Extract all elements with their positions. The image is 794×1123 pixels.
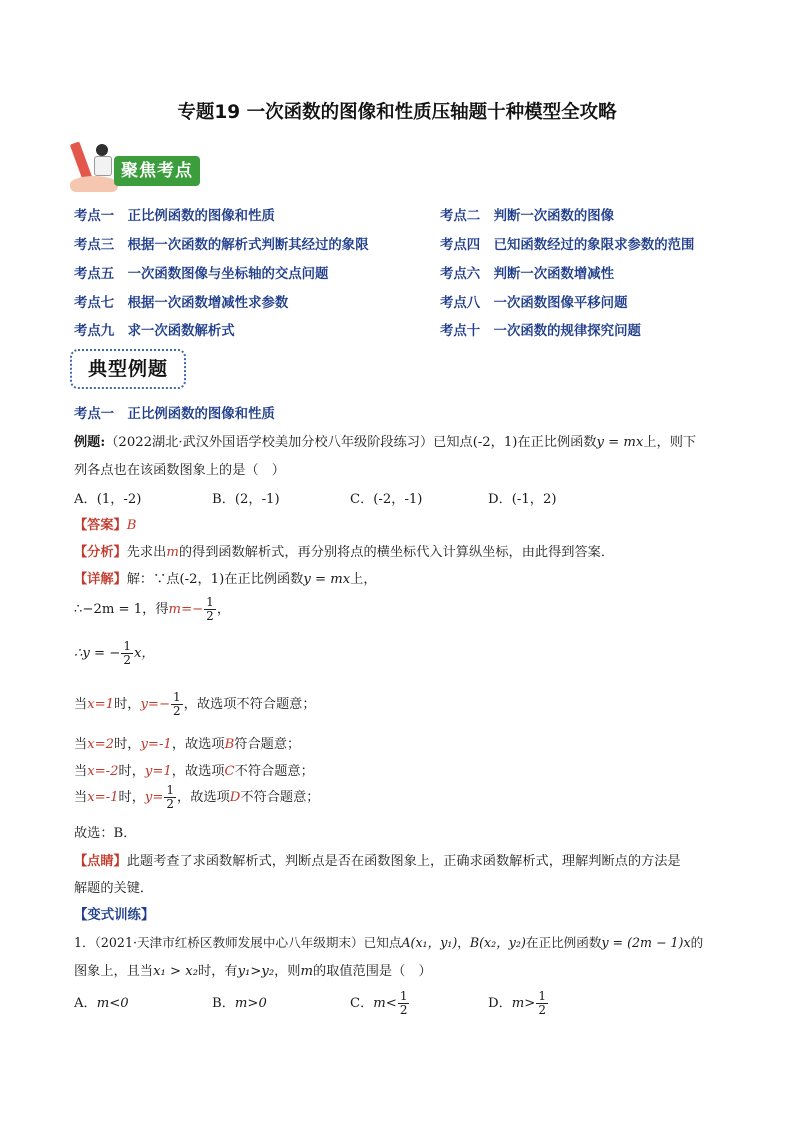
fraction-half: $\frac{1}{2}$ — [123, 639, 131, 667]
detail-line-1: 【详解】解：∵点(-2，1)在正比例函数y = mx上， — [74, 572, 377, 587]
book-icon — [70, 176, 118, 192]
example-line-1: 例题:（2022湖北·武汉外国语学校美加分校八年级阶段练习）已知点(-2，1)在正比例函数y = mx上，则下 — [74, 435, 697, 450]
option-c: C．(-2，-1) — [350, 492, 423, 507]
case-x-neg2: 当x=-2时，y=1，故选项C不符合题意； — [74, 764, 314, 779]
comment-line-2: 解题的关键． — [74, 881, 154, 896]
variant-heading: 【变式训练】 — [74, 908, 155, 923]
answer-line — [74, 514, 136, 533]
student-body-icon — [94, 156, 112, 176]
key-point-2: 考点二 判断一次函数的图像 — [440, 209, 615, 224]
detail-step-2: ∴y = − $\frac{1}{2}$ x， — [74, 639, 155, 667]
variant-question-line-2: 图象上，且当x₁ > x₂时，有y₁>y₂，则m的取值范围是（ ） — [74, 964, 432, 979]
key-point-7: 考点七 根据一次函数增减性求参数 — [74, 296, 289, 311]
case-x-neg1: 当x=-1时，y= $\frac{1}{2}$ ，故选项D不符合题意； — [74, 783, 320, 811]
key-point-3: 考点三 根据一次函数的解析式判断其经过的象限 — [74, 238, 369, 253]
variant-option-b: B．m>0 — [212, 996, 267, 1011]
key-point-1: 考点一 正比例函数的图像和性质 — [74, 209, 275, 224]
variant-option-d: D．m> $\frac{1}{2}$ — [488, 989, 546, 1017]
detail-step-1: ∴−2m = 1，得m=− $\frac{1}{2}$ ， — [74, 595, 230, 623]
option-b: B．(2，-1) — [212, 492, 280, 507]
fraction-half: $\frac{1}{2}$ — [166, 783, 175, 811]
key-point-9: 考点九 求一次函数解析式 — [74, 324, 235, 339]
key-point-5: 考点五 一次函数图像与坐标轴的交点问题 — [74, 267, 329, 282]
focus-badge-label: 聚焦考点 — [114, 156, 200, 186]
variant-option-a: A．m<0 — [74, 996, 129, 1011]
option-a: A．(1，-2) — [74, 492, 142, 507]
student-icon — [96, 144, 108, 156]
case-x1: 当x=1时，y=− $\frac{1}{2}$ ，故选项不符合题意； — [74, 690, 316, 718]
choice-line: 故选：B． — [74, 826, 137, 841]
case-x2: 当x=2时，y=-1，故选项B符合题意； — [74, 737, 301, 752]
key-point-8: 考点八 一次函数图像平移问题 — [440, 296, 628, 311]
answer-tag: 【答案】 — [74, 518, 127, 533]
key-point-6: 考点六 判断一次函数增减性 — [440, 267, 615, 282]
fraction-half: $\frac{1}{2}$ — [173, 690, 181, 718]
section-heading: 考点一 正比例函数的图像和性质 — [74, 407, 275, 422]
key-point-10: 考点十 一次函数的规律探究问题 — [440, 324, 641, 339]
example-options — [74, 488, 556, 507]
pencil-icon — [70, 141, 92, 180]
example-label: 例题: — [74, 435, 106, 450]
variant-question-line-1: 1．（2021·天津市红桥区教师发展中心八年级期末）已知点A(x₁，y₁)，B(x₂，y₂)在正比例函数y = (2m − 1)x的 — [74, 935, 704, 950]
fraction-half: $\frac{1}{2}$ — [206, 595, 214, 623]
focus-badge — [70, 140, 202, 194]
key-point-4: 考点四 已知函数经过的象限求参数的范围 — [440, 238, 695, 253]
answer-value: B — [126, 518, 137, 533]
typical-example-badge: 典型例题 — [70, 349, 186, 389]
example-function: y = mx — [596, 435, 644, 450]
variant-options — [74, 990, 549, 1017]
option-d: D．(-1，2) — [488, 492, 557, 507]
page-title: 专题19 一次函数的图像和性质压轴题十种模型全攻略 — [177, 102, 617, 123]
variant-option-c: C．m< $\frac{1}{2}$ — [350, 989, 408, 1017]
example-line-2: 列各点也在该函数图象上的是（ ） — [74, 463, 285, 478]
analysis-line: 【分析】先求出m的得到函数解析式，再分别将点的横坐标代入计算纵坐标，由此得到答案． — [74, 545, 615, 560]
comment-line-1: 【点睛】此题考查了求函数解析式，判断点是否在函数图象上，正确求函数解析式，理解判断点的方法是 — [74, 854, 681, 869]
